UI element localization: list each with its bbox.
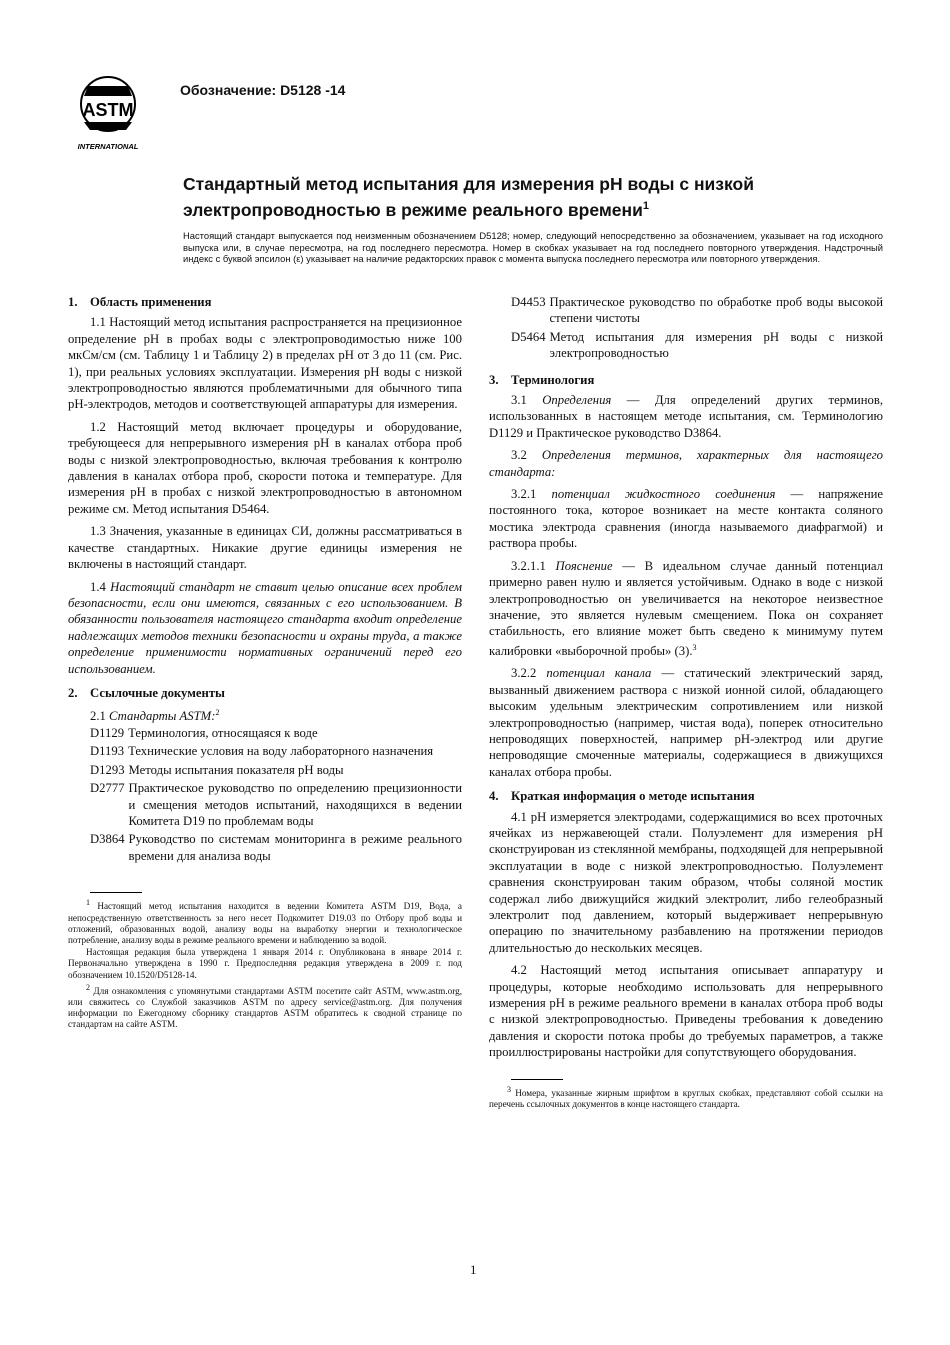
left-column [68, 294, 462, 1032]
footnote-1-approval [68, 947, 462, 981]
section-title: Терминология [511, 372, 595, 387]
reference-item [90, 780, 462, 829]
ref-text: Методы испытания показателя pH воды [128, 762, 344, 777]
para-number: 3.2.2 [511, 666, 537, 681]
ref-text: Терминология, относящаяся к воде [128, 725, 318, 740]
reference-item [511, 294, 883, 327]
para-number: 1.4 [90, 579, 106, 594]
para-label: Пояснение [555, 558, 613, 573]
para-number: 3.2.1 [511, 487, 537, 502]
footnote-mark: 3 [507, 1084, 511, 1094]
paragraph-3-1 [489, 392, 883, 441]
section-number: 4. [489, 789, 499, 804]
section-2-heading [68, 685, 462, 701]
ref-text: Метод испытания для измерения pH воды с низкой электропроводностью [549, 329, 883, 361]
paragraph-1-3: 1.3 Значения, указанные в единицах СИ, должны рассматриваться в качестве стандартных. Никакие другие единицы измерения не включены в настоящий стандарт. [68, 524, 462, 572]
footnote-text: Настоящий метод испытания находится в ведении Комитета ASTM D19, Вода, а непосредственную ответственность за него несет Подкомитет D19.03 по Отбору проб воды и отложений, образованных водой, анализу воды на выработку энергии и технологическое потребление, анализу воды в режиме реального времени и наблюдению за водой. [68, 901, 462, 945]
para-number: 3.2.1.1 [511, 558, 546, 573]
para-label: Стандарты ASTM: [109, 709, 216, 724]
title-text: Стандартный метод испытания для измерения pH воды с низкой электропроводностью в режиме реального времени [183, 174, 754, 220]
subsection-2-1 [68, 705, 462, 725]
para-label: Определения [542, 393, 612, 408]
reference-item [90, 743, 462, 759]
ref-text: Руководство по системам мониторинга в режиме реального времени для анализа воды [128, 832, 462, 863]
ref-code: D3864 [90, 832, 125, 847]
astm-logo-icon [74, 74, 142, 154]
para-label: Определения терминов, характерных для настоящего стандарта: [489, 448, 883, 479]
footnote-1 [68, 897, 462, 946]
paragraph-1-2: 1.2 Настоящий метод включает процедуры и оборудование, требующееся для непрерывного измерения pH в каналах отбора проб воды с низкой электропроводностью, включая требования к контролю давления в каналах отбора проб, скорости потока и температуре. Для измерения pH в пробах с низкой электропроводностью в автономном режиме см. Метод испытания D5464. [68, 419, 462, 516]
footnote-mark: 1 [86, 898, 90, 908]
paragraph-3-2-2 [489, 665, 883, 780]
para-text: — В идеальном случае данный потенциал примерно равен нулю и является устойчивым. Однако в воде с низкой электропроводностью он увеличивается на некоторое неизвестное значение, это является нулевым смещением. Пока он сохраняет стабильность, его влияние может быть сведено к минимуму путем калибровки «выборочной пробы» (3). [489, 558, 884, 658]
footnote-text: Для ознакомления с упомянутыми стандартами ASTM посетите сайт ASTM, www.astm.org, или свяжитесь со Службой заказчиков ASTM по адресу service@astm.org. Для получения информации по Ежегодному сборнику стандартов ASTM обратитесь к сводной странице по стандартам на сайте ASTM. [68, 985, 463, 1030]
section-number: 3. [489, 372, 499, 387]
reference-item [90, 831, 462, 864]
paragraph-4-1: 4.1 pH измеряется электродами, содержащимися во всех проточных ячейках из нержавеющей стали. Полуэлемент для измерения pH сконструирован из стеклянной мембраны, подходящей для непрерывной эксплуатации в воде с низкой электропроводностью. Полуэлемент сравнения сконструирован таким образом, чтобы соляной мостик содержал либо движущийся жидкий электролит, либо гелеобразный электролит под давлением, который выдерживает непрерывную операцию по значительному разбавлению на протяжении периодов длительностью до нескольких месяцев. [489, 809, 883, 955]
logo-text: ASTM [82, 100, 134, 120]
reference-item [90, 762, 462, 778]
paragraph-3-2 [489, 447, 883, 480]
section-title: Краткая информация о методе испытания [511, 789, 755, 804]
section-number: 1. [68, 295, 78, 309]
section-number: 2. [68, 685, 78, 700]
astm-logo [74, 74, 142, 154]
para-text: — статический электрический заряд, вызванный движением раствора с низкой ионной силой, обладающего высоким удельным электрическим сопротивлением или низкой электропроводностью (например, чистая вода), поперек относительно непроводящих поверхностей, например pH-электрод или другие непроводящие смоченные материалы, содержащиеся в движущихся каналах отбора пробы. [489, 666, 884, 779]
footnote-mark: 3 [692, 642, 697, 652]
para-label: потенциал канала [546, 666, 652, 681]
para-number: 3.2 [511, 448, 527, 463]
ref-code: D5464 [511, 329, 546, 344]
reference-item [90, 725, 462, 741]
paragraph-1-4 [68, 579, 462, 677]
para-number: 3.1 [511, 393, 527, 408]
para-label: потенциал жидкостного соединения [551, 487, 776, 502]
footnote-mark: 2 [86, 982, 90, 992]
ref-code: D1129 [90, 725, 125, 740]
ref-code: D2777 [90, 781, 125, 796]
para-text: — Для определений других терминов, использованных в настоящем методе испытания, см. Терминологию D1129 и Практическое руководство D3864. [489, 393, 883, 440]
footnote-text: Номера, указанные жирным шрифтом в круглых скобках, представляют собой ссылки на перечень ссылочных документов в конце настоящего стандарта. [489, 1087, 884, 1109]
paragraph-3-2-1 [489, 486, 883, 552]
paragraph-4-2: 4.2 Настоящий метод испытания описывает аппаратуру и процедуры, которые необходимо использовать для непрерывного измерения pH в режиме реального времени в каналах отбора проб воды с низкой электропроводностью. Приведены требования к доведению давления и скорости потока пробы до требуемых параметров, а также проиллюстрированы настройки для сопутствующего оборудования. [489, 963, 883, 1060]
footnote-text: Настоящая редакция была утверждена 1 января 2014 г. Опубликована в январе 2014 г. Первоначально утверждена в 1990 г. Предпоследняя редакция утверждена в 2009 г. под обозначением 10.1520/D5128-14. [68, 947, 462, 980]
intro-paragraph: Настоящий стандарт выпускается под неизменным обозначением D5128; номер, следующий непосредственно за обозначением, указывает на год исходного выпуска или, в случае пересмотра, на год последнего пересмотра. Номер в скобках указывает на год последнего повторного утверждения. Надстрочный индекс с буквой эпсилон (ε) указывает на наличие редакторских правок с момента выпуска последнего пересмотра или повторного утверждения. [183, 230, 883, 265]
page-number: 1 [470, 1262, 477, 1277]
para-number: 2.1 [90, 709, 106, 724]
para-text: Настоящий стандарт не ставит целью описание всех проблем безопасности, если они имеются, связанных с его использованием. В обязанности пользователя настоящего стандарта входит определение надлежащих методов техники безопасности и охраны труда, а также определение применимости нормативных ограничений перед его использованием. [68, 579, 462, 676]
ref-text: Практическое руководство по обработке проб воды высокой степени чистоты [549, 295, 883, 326]
ref-code: D4453 [511, 295, 546, 309]
paragraph-3-2-1-1 [489, 558, 883, 660]
right-column [489, 294, 883, 1111]
footnote-rule [90, 892, 142, 893]
ref-code: D1193 [90, 744, 125, 759]
ref-code: D1293 [90, 762, 125, 777]
section-4-heading [489, 788, 883, 804]
logo-sub: INTERNATIONAL [77, 142, 139, 151]
reference-list [68, 725, 462, 864]
reference-list-continued [489, 294, 883, 362]
designation: Обозначение: D5128 -14 [180, 82, 346, 98]
footnote-2 [68, 982, 462, 1031]
section-title: Ссылочные документы [90, 685, 225, 700]
title-footnote-mark: 1 [642, 200, 649, 212]
section-3-heading [489, 372, 883, 388]
reference-item [511, 329, 883, 362]
section-title: Область применения [90, 295, 212, 309]
footnote-mark: 2 [215, 708, 220, 718]
footnote-rule [511, 1079, 563, 1080]
para-text: — напряжение постоянного тока, которое возникает на месте контакта соляного мостика электрода сравнения (иногда называемого диафрагмой) и раствора пробы. [489, 487, 884, 551]
ref-text: Практическое руководство по определению прецизионности и смещения методов испытаний, находящихся в ведении Комитета D19 по проблемам воды [128, 781, 462, 829]
ref-text: Технические условия на воду лабораторного назначения [128, 744, 434, 759]
page-title [183, 173, 883, 221]
paragraph-1-1: 1.1 Настоящий метод испытания распространяется на прецизионное определение pH в пробах воды с электропроводимостью ниже 100 мкСм/см (см. Таблицу 1 и Таблицу 2) в пределах pH от 3 до 11 (см. Рис. 1), при реальных условиях эксплуатации. Измерения pH воды с низкой электропроводностью являются проблематичными для обычного типа pH-электродов, методов и соответствующей аппаратуры для измерения. [68, 315, 462, 412]
section-1-heading [68, 294, 462, 310]
footnote-3 [489, 1084, 883, 1110]
